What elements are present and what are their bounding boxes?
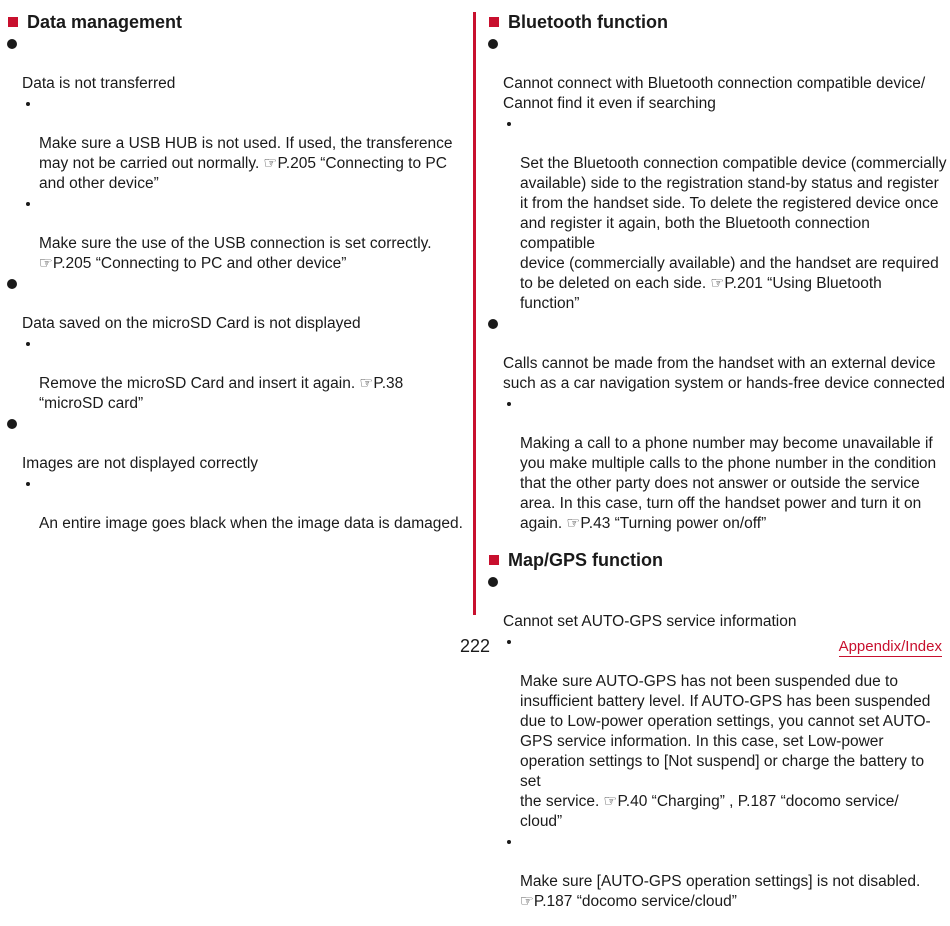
page-number: 222 (459, 636, 491, 656)
circle-bullet-icon (488, 39, 498, 49)
list-item (6, 414, 464, 474)
section-heading (6, 10, 464, 34)
small-dot-icon (507, 840, 511, 844)
circle-bullet-icon (7, 279, 17, 289)
square-bullet-icon (489, 17, 499, 27)
small-dot-icon (26, 482, 30, 486)
circle-bullet-icon (488, 319, 498, 329)
sub-item-text: Set the Bluetooth connection compatible device (commercially available) side to the registration stand-by status and register it from the handset side. To delete the registered device once and register it again, both the Bluetooth connection compatible device (commercially available) and the handset are required to be deleted on each side. ☞P.201 “Using Bluetooth function” (520, 155, 947, 312)
sub-item-text: Make sure the use of the USB connection is set correctly. ☞P.205 “Connecting to PC and other device” (39, 235, 432, 272)
sub-item-text: Making a call to a phone number may become unavailable if you make multiple calls to the phone number in the condition that the other party does not answer or outside the service area. In this case, turn off the handset power and turn it on again. ☞P.43 “Turning power on/off” (520, 435, 937, 532)
list-item (487, 314, 947, 394)
circle-bullet-icon (7, 39, 17, 49)
column-divider (473, 12, 476, 615)
list-item-text: Data is not transferred (22, 75, 176, 92)
list-item (487, 34, 947, 114)
sub-item (6, 334, 464, 414)
section-heading (487, 548, 947, 572)
small-dot-icon (507, 402, 511, 406)
section-heading (487, 10, 947, 34)
sub-item (487, 394, 947, 534)
square-bullet-icon (8, 17, 18, 27)
small-dot-icon (26, 202, 30, 206)
sub-item-text: Make sure [AUTO-GPS operation settings] is not disabled. ☞P.187 “docomo service/cloud” (520, 873, 921, 910)
small-dot-icon (26, 102, 30, 106)
sub-item (487, 114, 947, 314)
section-heading-text: Bluetooth function (508, 12, 668, 32)
right-column (487, 10, 947, 926)
list-item (6, 34, 464, 94)
sub-item (487, 632, 947, 832)
list-item-text: Images are not displayed correctly (22, 455, 259, 472)
sub-item (6, 474, 464, 534)
appendix-index-link[interactable]: Appendix/Index (838, 638, 942, 655)
square-bullet-icon (489, 555, 499, 565)
circle-bullet-icon (488, 577, 498, 587)
sub-item-text: Make sure AUTO-GPS has not been suspended due to insufficient battery level. If AUTO-GPS has been suspended due to Low-power operation settings, you cannot set AUTO- GPS service information. In this case, set Low-power operation settings to [Not suspend] or charge the battery to set the service. ☞P.40 “Charging” , P.187 “docomo service/ cloud” (520, 673, 931, 830)
sub-item (6, 194, 464, 274)
section-heading-text: Map/GPS function (508, 550, 663, 570)
sub-item (6, 94, 464, 194)
section-heading-text: Data management (27, 12, 183, 32)
list-item-text: Cannot connect with Bluetooth connection compatible device/ Cannot find it even if searching (503, 75, 926, 112)
list-item-text: Calls cannot be made from the handset with an external device such as a car navigation system or hands-free device connected (503, 355, 945, 392)
list-item-text: Data saved on the microSD Card is not displayed (22, 315, 361, 332)
left-column (6, 10, 464, 548)
section-map-gps-function (487, 548, 947, 912)
list-item (487, 572, 947, 632)
sub-item-text: An entire image goes black when the image data is damaged. (39, 515, 463, 532)
section-bluetooth-function (487, 10, 947, 534)
sub-item (487, 832, 947, 912)
small-dot-icon (507, 122, 511, 126)
section-data-management (6, 10, 464, 534)
circle-bullet-icon (7, 419, 17, 429)
sub-item-text: Remove the microSD Card and insert it again. ☞P.38 “microSD card” (39, 375, 404, 412)
sub-item-text: Make sure a USB HUB is not used. If used, the transference may not be carried out normally. ☞P.205 “Connecting to PC and other device” (39, 135, 453, 192)
list-item (6, 274, 464, 334)
small-dot-icon (26, 342, 30, 346)
list-item-text: Cannot set AUTO-GPS service information (503, 613, 797, 630)
